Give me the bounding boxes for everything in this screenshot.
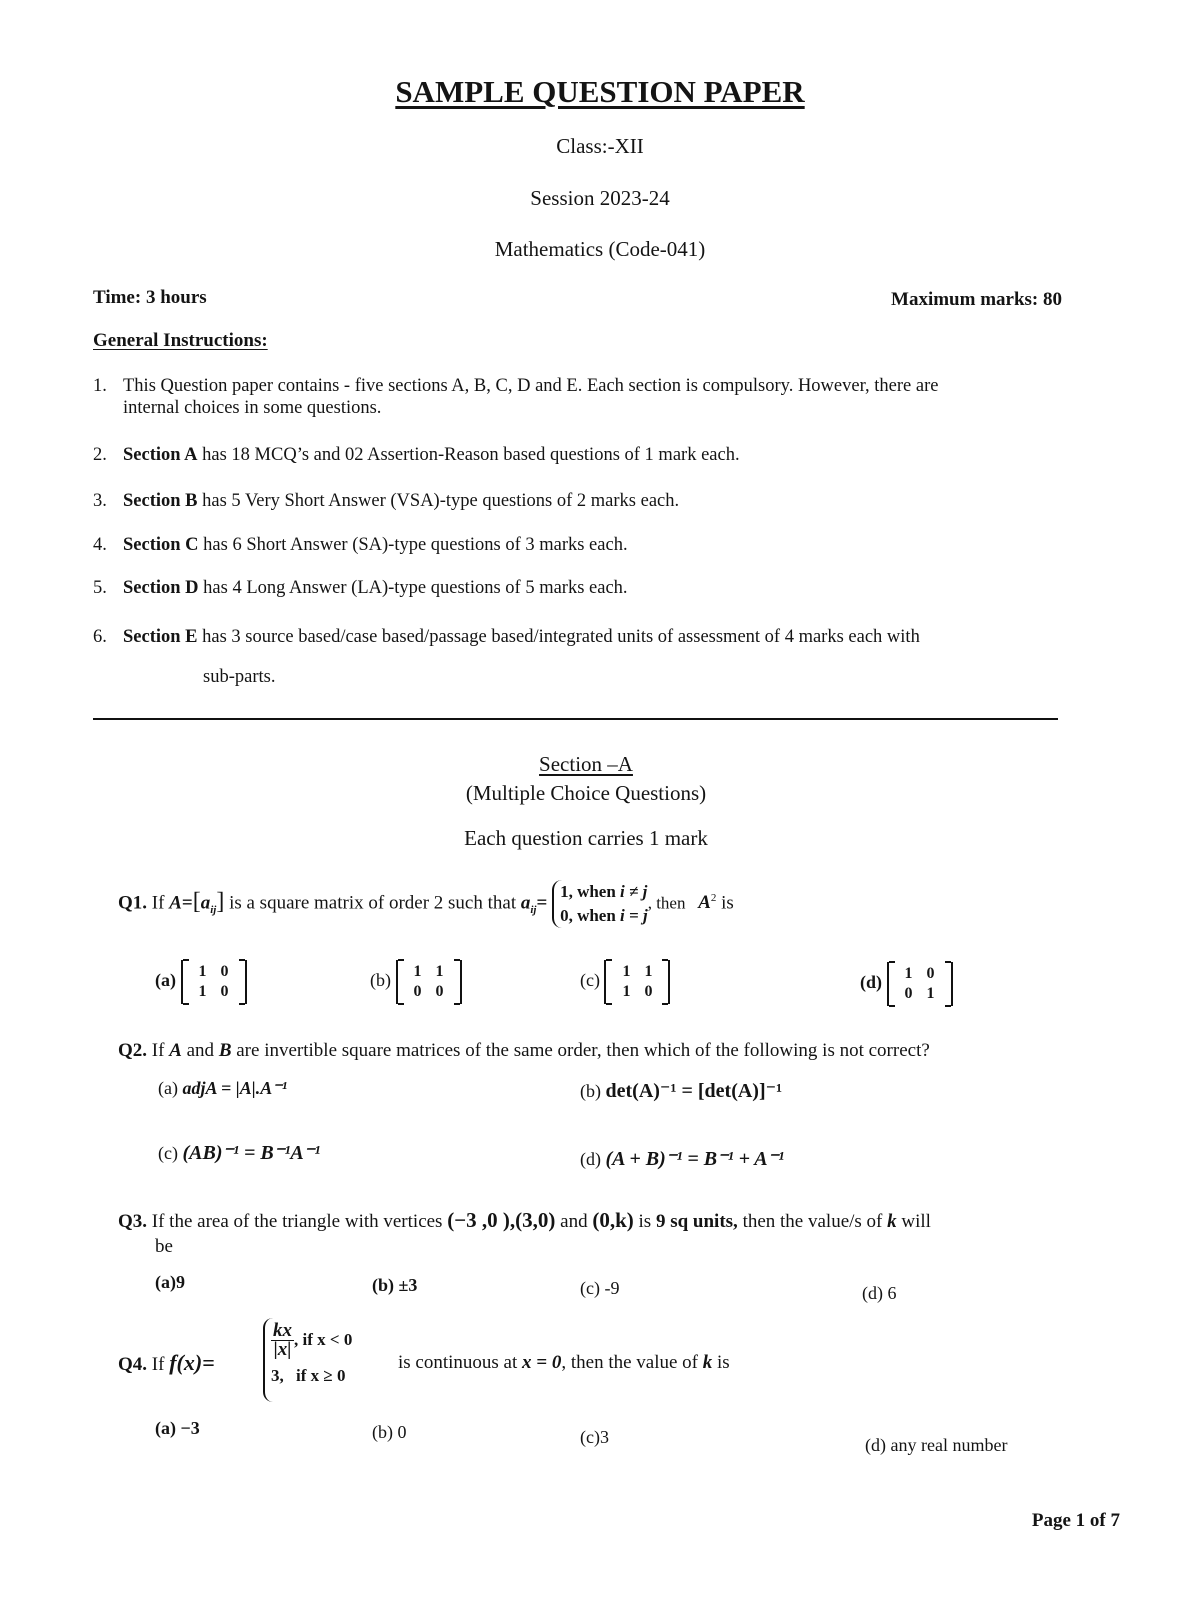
math-var: a [520,892,531,914]
q4-option-a[interactable] [155,1418,200,1439]
q2-option-a[interactable] [158,1078,287,1099]
matrix: 1 1 0 0 [396,960,462,1004]
instruction-text-cont: sub-parts. [203,667,276,687]
q-text: If [151,1354,165,1375]
instruction-6 [93,626,1093,696]
math-expr: (0,k) [592,1208,634,1232]
question-number: Q2. [118,1040,148,1061]
option-value: 9 [176,1272,185,1292]
math-var: A [169,1040,182,1061]
option-label: (c) [580,970,600,991]
q3-continuation: be [155,1236,173,1257]
instruction-text: has 6 Short Answer (SA)-type questions of 3 marks each. [198,535,628,555]
option-expr: (AB)⁻¹ = B⁻¹A⁻¹ [182,1142,321,1164]
math-var: k [702,1352,713,1373]
instruction-text: This Question paper contains - five sections A, B, C, D and E. Each section is compulsory. However, there are [123,376,939,396]
option-value: −3 [180,1418,200,1438]
option-label: (b) [372,1422,393,1442]
q-text: is [638,1211,652,1232]
q4-option-c[interactable] [580,1427,609,1448]
q-text: then the value/s of [742,1211,883,1232]
option-label: (a) [158,1078,178,1098]
option-value: 0 [397,1422,407,1442]
math-expr: 9 sq units, [655,1211,738,1232]
option-expr: det(A)⁻¹ = [det(A)]⁻¹ [605,1080,783,1102]
question-4 [118,1318,1118,1404]
math-expr: (−3 ,0 ) [447,1208,510,1232]
case-text: 3, [271,1366,284,1385]
instruction-number: 1. [93,376,107,396]
paper-title: SAMPLE QUESTION PAPER [395,74,805,109]
case-cond: i ≠ j [620,882,648,901]
q-text: , then the value of [561,1352,699,1373]
instruction-text-cont: internal choices in some questions. [123,398,382,418]
question-1: Q1. If $A=[a_{ij}]$ is a square matrix of order 2 such that $a_{ij}=$ 1, when i ≠ j 0, when i = j , then $A^2$ is [118,880,1118,940]
q-text: and [560,1211,588,1232]
q-text: is [721,892,734,914]
option-label: (d) [865,1435,886,1455]
instruction-text: has 4 Long Answer (LA)-type questions of 5 marks each. [198,578,628,598]
page-number: Page 1 of 7 [1031,1510,1120,1531]
q-text: is [717,1352,730,1373]
instruction-section: Section A [123,445,198,465]
option-label: (c) [158,1143,178,1163]
instruction-5 [93,577,1083,601]
matrix: 1 0 0 1 [887,962,953,1006]
q1-option-c[interactable] [580,960,670,1004]
subject-line: Mathematics (Code-041) [494,237,706,261]
option-value: 6 [887,1283,897,1303]
option-label: (b) [580,1081,601,1101]
q3-option-b[interactable] [372,1275,417,1296]
math-var: a [200,892,211,914]
instruction-number: 4. [93,535,107,555]
math-var: k [887,1211,897,1232]
instruction-text: has 3 source based/case based/passage based/integrated units of assessment of 4 marks each with [197,627,920,647]
option-label: (a) [155,970,176,991]
math-expr: ,(3,0) [509,1208,556,1232]
question-number: Q3. [118,1211,148,1232]
q2-option-b[interactable] [580,1078,782,1103]
time-label: Time: 3 hours [93,287,207,308]
math-expr: x = 0 [522,1352,562,1373]
section-subtitle: (Multiple Choice Questions) [465,781,707,805]
case-text: 0, when [560,906,616,925]
instruction-3 [93,490,1083,514]
option-label: (c) [580,1427,600,1447]
instruction-1 [93,375,1083,419]
option-value: ±3 [398,1275,418,1295]
piecewise-brace [263,1318,352,1402]
section-marks-note: Each question carries 1 mark [464,826,708,850]
instruction-section: Section C [123,535,199,555]
q-text: If [151,892,165,914]
question-number: Q1. [118,892,148,914]
math-var: A [698,892,711,914]
instruction-text: has 18 MCQ’s and 02 Assertion-Reason based questions of 1 mark each. [197,445,740,465]
question-2 [118,1040,1108,1062]
option-label: (c) [580,1278,600,1298]
q1-option-d[interactable] [860,962,953,1006]
case-text: 1, when [560,882,616,901]
class-line: Class:-XII [556,134,644,158]
case-cond: if x ≥ 0 [296,1366,346,1385]
instruction-section: Section B [123,491,198,511]
option-label: (a) [155,1272,176,1292]
instruction-text: has 5 Very Short Answer (VSA)-type questions of 2 marks each. [197,491,680,511]
option-value: -9 [604,1278,620,1298]
option-expr: (A + B)⁻¹ = B⁻¹ + A⁻¹ [605,1148,785,1170]
divider-line [93,718,1058,720]
instruction-4 [93,534,1083,558]
q-text: will [901,1211,931,1232]
matrix: 1 0 1 0 [181,960,247,1004]
q-text: is a square matrix of order 2 such that [229,892,517,914]
option-label: (d) [860,972,882,993]
option-label: (d) [580,1149,601,1169]
option-label: (d) [862,1283,883,1303]
instruction-number: 2. [93,445,107,465]
piecewise-brace [552,880,648,928]
option-label: (a) [155,1418,176,1438]
option-value: 3 [599,1427,609,1447]
case-cond: , if x < 0 [294,1329,353,1349]
option-label: (b) [370,970,391,991]
section-title: Section –A [539,752,633,776]
math-var: B [218,1040,232,1061]
q2-option-d[interactable] [580,1146,784,1171]
q-text: , then [647,893,686,913]
question-3 [118,1208,1118,1233]
math-sub: ij [210,904,217,917]
instruction-2 [93,444,1083,468]
math-var: A [169,892,182,914]
math-op: = [181,892,193,914]
q2-option-c[interactable] [158,1140,320,1165]
option-label: (b) [372,1275,394,1295]
question-number: Q4. [118,1354,148,1375]
instructions-heading: General Instructions: [93,330,268,351]
option-value: any real number [890,1435,1008,1455]
q-text: If the area of the triangle with vertices [151,1211,443,1232]
q1-option-a[interactable] [155,960,247,1004]
case-cond: i = j [620,906,648,925]
math-expr: f(x)= [169,1350,215,1375]
q4-option-d[interactable] [865,1435,1007,1456]
q3-option-c[interactable] [580,1278,619,1299]
math-sup: 2 [710,892,717,905]
math-sub: ij [530,904,537,917]
option-expr: adjA = |A|.A⁻¹ [182,1078,288,1098]
q3-option-d[interactable] [862,1283,897,1304]
q4-option-b[interactable] [372,1422,407,1443]
fraction: $\frac{kx}{|x|}$ [273,1320,292,1360]
instruction-section: Section E [123,627,198,647]
instruction-section: Section D [123,578,199,598]
q-text: is continuous at [398,1352,518,1373]
instruction-number: 6. [93,627,107,647]
q-text: are invertible square matrices of the same order, then which of the following is not correct? [236,1040,930,1061]
max-marks-label: Maximum marks: 80 [891,289,1062,310]
q1-option-b[interactable] [370,960,462,1004]
instruction-number: 3. [93,491,107,511]
q-text: If [151,1040,165,1061]
q3-option-a[interactable] [155,1272,185,1293]
session-line: Session 2023-24 [530,186,670,210]
matrix: 1 1 1 0 [604,960,670,1004]
instruction-number: 5. [93,578,107,598]
q-text: and [186,1040,215,1061]
